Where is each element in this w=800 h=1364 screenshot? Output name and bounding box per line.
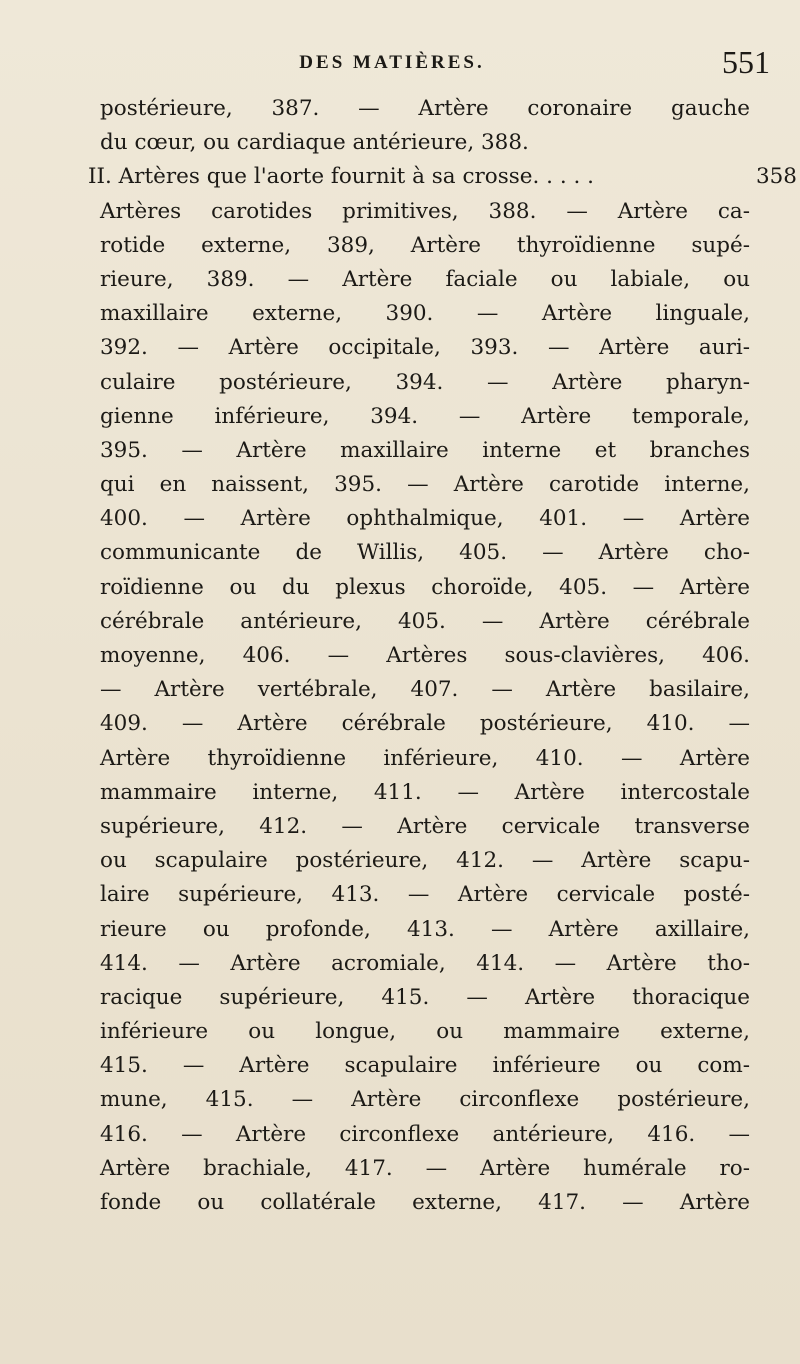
text-line: laire supérieure, 413. — Artère cervicale posté- [100,882,750,908]
text-line: moyenne, 406. — Artères sous-clavières, 406. [100,643,750,668]
text-line: racique supérieure, 415. — Artère thoracique [100,984,750,1010]
text-line: rieure ou profonde, 413. — Artère axillaire, [100,916,750,942]
running-head: DES MATIÈRES. [299,52,485,73]
text-line: 395. — Artère maxillaire interne et branches [100,437,750,463]
text-line: ou scapulaire postérieure, 412. — Artère scapu- [100,848,750,874]
text-line: postérieure, 387. — Artère coronaire gauche [100,96,750,121]
page-number: 551 [722,44,770,80]
text-line: maxillaire externe, 390. — Artère linguale, [100,301,750,327]
text-line: Artères carotides primitives, 388. — Artère ca- [100,198,750,224]
text-line: rieure, 389. — Artère faciale ou labiale, ou [100,266,750,292]
table-of-contents-text [88,92,797,1220]
text-line: cérébrale antérieure, 405. — Artère cérébrale [100,608,750,634]
text-line: 415. — Artère scapulaire inférieure ou com- [100,1053,750,1079]
text-line: Artère thyroïdienne inférieure, 410. — Artère [100,745,750,771]
text-line: du cœur, ou cardiaque antérieure, 388. [100,130,529,156]
text-line: supérieure, 412. — Artère cervicale transverse [100,813,750,839]
text-line: rotide externe, 389, Artère thyroïdienne supé- [100,232,750,258]
text-line: — Artère vertébrale, 407. — Artère basilaire, [100,677,750,703]
text-line: 414. — Artère acromiale, 414. — Artère tho- [100,950,750,976]
text-line: 416. — Artère circonflexe antérieure, 416. — [100,1121,750,1147]
text-line: gienne inférieure, 394. — Artère temporale, [100,403,750,429]
text-line: culaire postérieure, 394. — Artère pharyn- [100,369,750,395]
section-heading: II. Artères que l'aorte fournit à sa crosse. . . . . [88,164,595,190]
text-line: fonde ou collatérale externe, 417. — Artère [100,1190,750,1215]
text-line: mune, 415. — Artère circonflexe postérieure, [100,1087,750,1113]
text-line: roïdienne ou du plexus choroïde, 405. — Artère [100,574,750,600]
text-line: inférieure ou longue, ou mammaire externe, [100,1019,750,1045]
section-page-ref: 358 [755,164,797,190]
text-line: 409. — Artère cérébrale postérieure, 410. — [100,711,750,737]
text-line: qui en naissent, 395. — Artère carotide interne, [100,472,750,498]
text-line: 400. — Artère ophthalmique, 401. — Artère [100,506,750,532]
text-line: Artère brachiale, 417. — Artère humérale ro- [100,1155,750,1181]
text-line: mammaire interne, 411. — Artère intercostale [100,779,750,805]
section-heading-line [88,160,797,194]
text-line: communicante de Willis, 405. — Artère cho- [100,540,750,566]
text-line: 392. — Artère occipitale, 393. — Artère auri- [100,335,750,361]
